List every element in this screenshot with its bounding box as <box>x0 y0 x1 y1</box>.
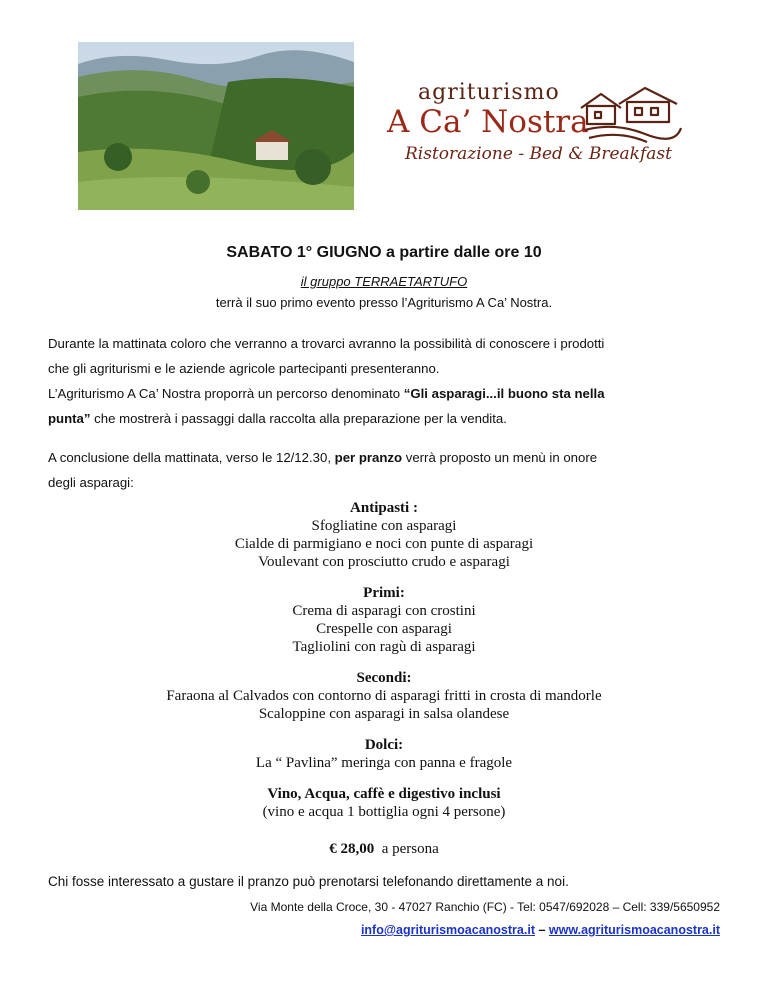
event-subtitle: terrà il suo primo evento presso l’Agriturismo A Ca’ Nostra. <box>215 295 553 310</box>
menu-heading: Dolci: <box>364 737 404 753</box>
agriturismo-logo <box>385 70 705 180</box>
menu-secondi <box>0 669 768 723</box>
intro-line: punta” che mostrerà i passaggi dalla raccolta alla preparazione per la vendita. <box>48 411 507 426</box>
menu-item: La “ Pavlina” meringa con panna e fragole <box>255 755 513 771</box>
menu-item: Tagliolini con ragù di asparagi <box>292 639 476 655</box>
menu-item: Scaloppine con asparagi in salsa olandese <box>258 706 510 722</box>
menu-drinks <box>0 785 768 821</box>
group-name: il gruppo TERRAETARTUFO <box>300 274 468 289</box>
price-amount: € 28,00 <box>329 841 375 857</box>
landscape-photo <box>78 42 354 210</box>
menu-item: Voulevant con prosciutto crudo e asparagi <box>258 554 510 570</box>
menu-primi <box>0 584 768 656</box>
lunch-paragraph <box>48 445 728 495</box>
farmhouse-icon <box>575 78 685 148</box>
menu-heading: Vino, Acqua, caffè e digestivo inclusi <box>267 786 501 802</box>
event-title: SABATO 1° GIUGNO a partire dalle ore 10 <box>226 244 542 261</box>
lunch-line: degli asparagi: <box>48 475 134 490</box>
menu-heading: Secondi: <box>356 670 412 686</box>
address-line: Via Monte della Croce, 30 - 47027 Ranchio (FC) - Tel: 0547/692028 – Cell: 339/5650952 <box>250 900 720 914</box>
contacts-line <box>361 923 720 937</box>
menu-item: Cialde di parmigiano e noci con punte di asparagi <box>234 536 534 552</box>
logo-line-agriturismo: agriturismo <box>418 80 560 105</box>
lunch-line: A conclusione della mattinata, verso le 12/12.30, per pranzo verrà proposto un menù in onore <box>48 450 598 465</box>
logo-line-name: A Ca’ Nostra <box>387 104 589 140</box>
intro-line: che gli agriturismi e le aziende agricole partecipanti presenteranno. <box>48 361 440 376</box>
lunch-highlight: per pranzo <box>334 450 403 465</box>
intro-line: Durante la mattinata coloro che verranno a trovarci avranno la possibilità di conoscere i prodotti <box>48 336 605 351</box>
path-name: “Gli asparagi...il buono sta nella <box>403 386 605 401</box>
menu-item: Faraona al Calvados con contorno di asparagi fritti in crosta di mandorle <box>166 688 602 704</box>
price-unit: a persona <box>381 841 439 857</box>
intro-line: L’Agriturismo A Ca’ Nostra proporrà un percorso denominato “Gli asparagi...il buono sta nella <box>48 386 605 401</box>
menu-item: Crespelle con asparagi <box>316 621 452 637</box>
menu-item: Sfogliatine con asparagi <box>311 518 457 534</box>
logo-line-services: Ristorazione - Bed & Breakfast <box>405 144 672 164</box>
booking-note: Chi fosse interessato a gustare il pranzo può prenotarsi telefonando direttamente a noi. <box>48 874 569 889</box>
menu-heading: Antipasti : <box>350 500 418 516</box>
menu-price <box>0 840 768 858</box>
menu-heading: Primi: <box>363 585 405 601</box>
menu-antipasti <box>0 499 768 571</box>
drinks-note: (vino e acqua 1 bottiglia ogni 4 persone) <box>262 804 506 820</box>
menu-item: Crema di asparagi con crostini <box>292 603 476 619</box>
intro-paragraph <box>48 331 728 431</box>
path-name-end: punta” <box>48 411 91 426</box>
email-link[interactable]: info@agriturismoacanostra.it <box>360 923 535 937</box>
website-link[interactable]: www.agriturismoacanostra.it <box>548 923 720 937</box>
menu-dolci <box>0 736 768 772</box>
contacts-separator: – <box>534 923 549 937</box>
